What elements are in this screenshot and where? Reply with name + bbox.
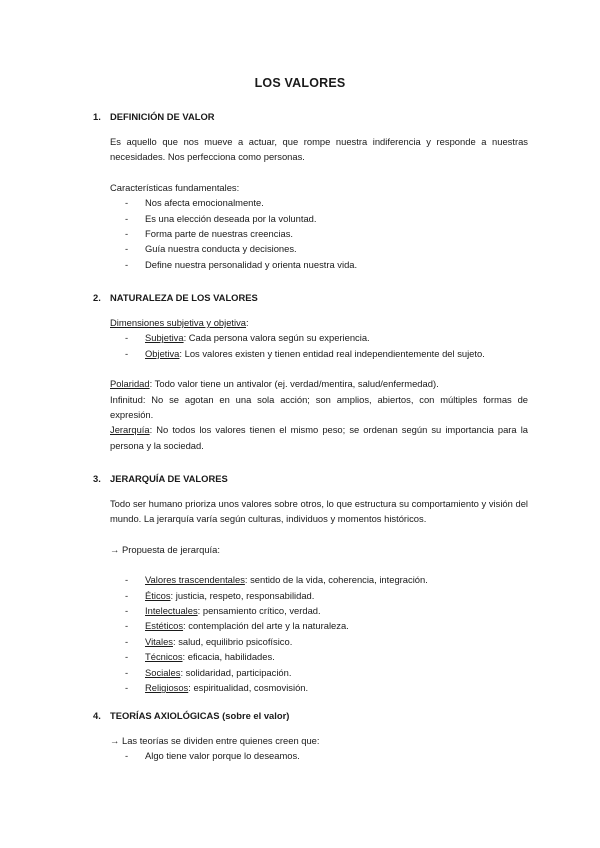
list-item: - Vitales: salud, equilibrio psicofísico. [125,635,293,647]
section-3-heading [93,471,228,486]
theories-list [110,748,528,763]
section-3-body [110,496,528,695]
paragraph: Infinitud: No se agotan en una sola acción; son amplios, abiertos, con múltiples formas de expresión. [110,393,528,421]
section-number: 4. [93,710,101,721]
dimensions-list [110,330,528,361]
paragraph: Es aquello que nos mueve a actuar, que rompe nuestra indiferencia y responde a nuestras necesidades. Nos perfecciona como personas. [110,136,528,163]
list-item: - Religiosos: espiritualidad, cosmovisión. [125,682,309,694]
section-title-suffix: (sobre el valor) [219,710,290,721]
list-item: - Estéticos: contemplación del arte y la naturaleza. [125,620,349,632]
hierarchy-list [110,572,528,695]
paragraph: Jerarquía: No todos los valores tienen el mismo peso; se ordenan según su importancia para la persona y la sociedad. [110,424,528,451]
section-4-heading [93,708,289,723]
list-item: - Algo tiene valor porque lo deseamos. [125,750,300,762]
list-item: - Sociales: solidaridad, participación. [125,666,292,678]
list-item: - Define nuestra personalidad y orienta nuestra vida. [125,258,358,270]
list-item: - Es una elección deseada por la voluntad. [125,212,317,224]
list-item: - Guía nuestra conducta y decisiones. [125,243,297,255]
paragraph: → Las teorías se dividen entre quienes creen que: [110,735,320,746]
list-item: - Intelectuales: pensamiento crítico, verdad. [125,605,321,617]
list-item: - Valores trascendentales: sentido de la vida, coherencia, integración. [125,574,428,586]
paragraph: Dimensiones subjetiva y objetiva: [110,317,249,328]
features-list [110,195,528,272]
list-item: - Forma parte de nuestras creencias. [125,228,293,240]
section-title: TEORÍAS AXIOLÓGICAS [110,710,220,721]
document-title: LOS VALORES [254,76,346,90]
section-number: 1. [93,111,101,122]
list-item: - Éticos: justicia, respeto, responsabilidad. [125,589,315,601]
paragraph: Todo ser humano prioriza unos valores sobre otros, lo que estructura su comportamiento y visión del mundo. La jerarquía varía según culturas, individuos y momentos históricos. [110,498,528,525]
paragraph: Polaridad: Todo valor tiene un antivalor (ej. verdad/mentira, salud/enfermedad). [110,378,439,390]
list-item: - Técnicos: eficacia, habilidades. [125,651,275,663]
list-item: - Subjetiva: Cada persona valora según su experiencia. [125,332,370,344]
section-title: NATURALEZA DE LOS VALORES [110,292,258,303]
paragraph: Características fundamentales: [110,181,240,193]
section-title: JERARQUÍA DE VALORES [110,473,228,484]
section-1-body [110,134,528,272]
list-item: - Objetiva: Los valores existen y tienen entidad real independientemente del sujeto. [125,347,485,359]
section-title: DEFINICIÓN DE VALOR [110,111,215,122]
list-item: - Nos afecta emocionalmente. [125,197,264,209]
section-number: 2. [93,292,101,303]
section-2-heading [93,290,258,305]
paragraph: → Propuesta de jerarquía: [110,543,220,555]
section-4-body [110,733,528,764]
section-1-heading [93,109,215,124]
section-number: 3. [93,473,101,484]
section-2-body [110,315,528,453]
